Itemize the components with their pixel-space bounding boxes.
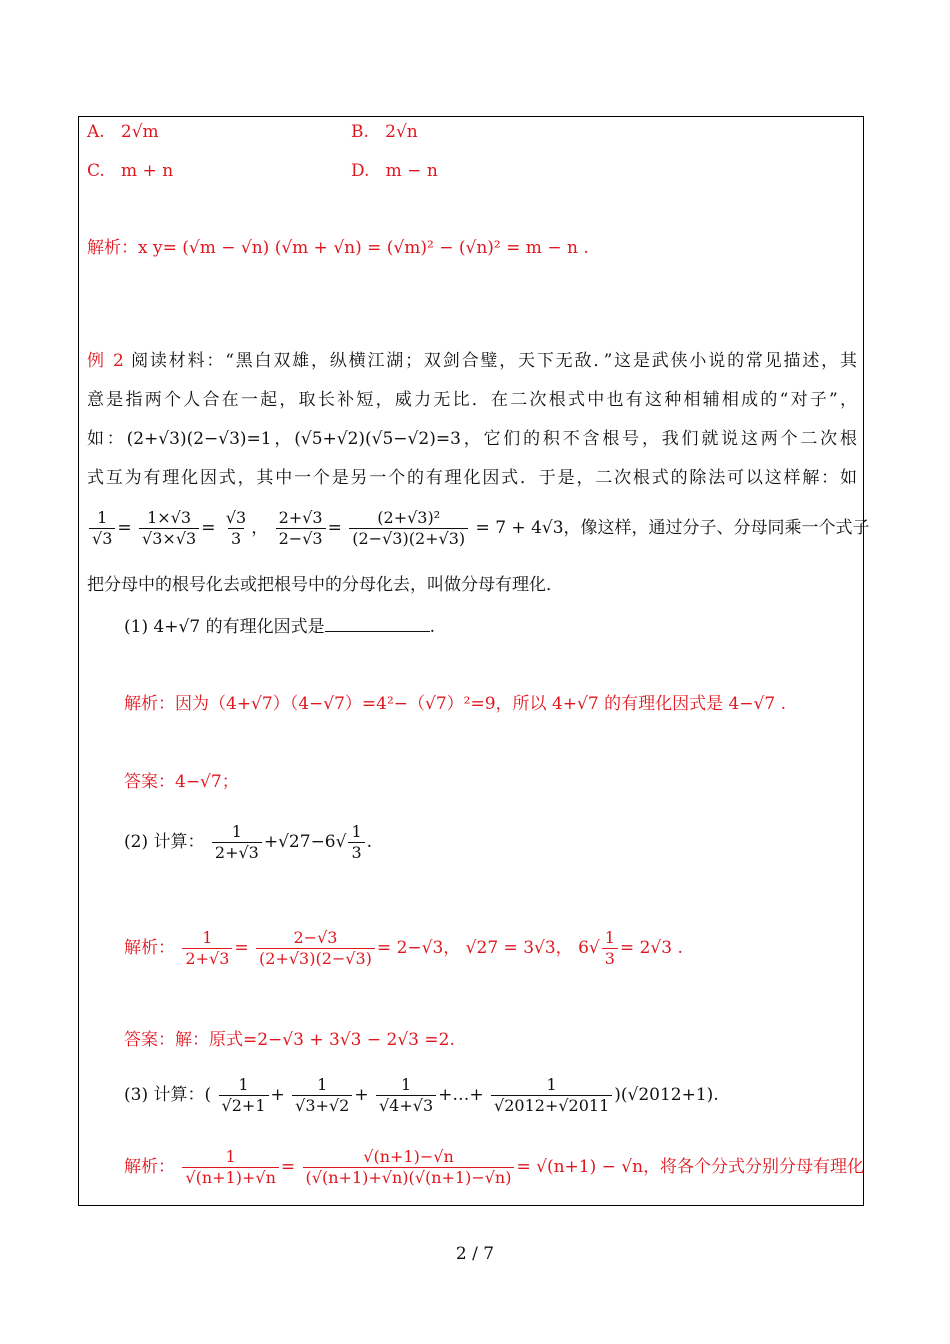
frac-ratio-expanded: $\frac{\text{(2+√3)²}}{(2-√3)(2+√3)}$ <box>349 508 468 549</box>
option-d-label: D. <box>351 161 370 181</box>
frac-rationalize-2: $\frac{√3}{3}$ <box>225 508 247 548</box>
q2-analysis-sqrt: √ $\frac{1}{3}$ <box>589 923 620 973</box>
q1-question <box>124 616 435 638</box>
q3-analysis-tail: ，将各个分式分别分母有理化 <box>643 1157 865 1177</box>
example2-line3: 如：(2+√3)(2−√3)=1，(√5+√2)(√5−√2)=3，它们的积不含根号，我们就说这两个二次根 <box>87 429 857 449</box>
q1-analysis: 解析：因为（4+√7）（4−√7）=4²−（√7）²=9，所以 4+√7 的有理化因式是 4−√7 . <box>124 694 786 714</box>
content-frame <box>78 116 870 1206</box>
option-d <box>351 160 438 182</box>
option-c-label: C. <box>87 161 105 181</box>
q2-analysis-label: 解析： <box>124 938 175 958</box>
example2-line1-text: 阅读材料：“黑白双雄，纵横江湖；双剑合璧，天下无敌．”这是武侠小说的常见描述，其 <box>131 351 857 371</box>
example2-line5-tail: = 7 + 4√3，像这样，通过分子、分母同乘一个式子 <box>475 518 870 538</box>
q2-analysis-frac2: $\frac{2-√3}{(2+√3)(2-√3)}$ <box>256 928 375 969</box>
option-a <box>87 121 159 143</box>
q3-label: (3) 计算： <box>124 1085 205 1105</box>
option-c-value: m + n <box>121 161 174 181</box>
option-c <box>87 160 173 182</box>
q2-answer: 答案：解：原式=2−√3 + 3√3 − 2√3 =2. <box>124 1030 455 1050</box>
q2-question: (2) 计算： $\frac{1}{2+√3}$ +√27−6√ $\frac{1}{3}$ . <box>124 817 372 867</box>
page-indicator: 2 / 7 <box>455 1244 495 1264</box>
q2-analysis-frac1: $\frac{1}{2+√3}$ <box>182 928 232 969</box>
option-a-value: 2√m <box>120 122 159 142</box>
example2-line5: $\frac{1}{√3}$ = $\frac{1\times√3}{√3\times√3}$ = $\frac{√3}{3}$ ， $\frac{2+√3}{2-√3}$ = $\frac{\text{(2+√3)²}}{(2-√3)(2+√3)}$ = 7 + 4√3，像这样，通过分子、分母同乘一个式子 <box>87 505 870 551</box>
option-a-label: A. <box>87 122 105 142</box>
q2-frac: $\frac{1}{2+√3}$ <box>212 822 262 863</box>
analysis-1-formula: x y= (√m − √n) (√m + √n) = (√m)² − (√n)² = m − n . <box>138 238 589 258</box>
option-b <box>351 121 418 143</box>
q3-frac1: $\frac{1}{√2+1}$ <box>219 1075 269 1116</box>
option-b-label: B. <box>351 122 369 142</box>
example2-line6: 把分母中的根号化去或把根号中的分母化去，叫做分母有理化． <box>87 575 563 595</box>
frac-1-over-sqrt3: $\frac{1}{√3}$ <box>89 508 115 549</box>
analysis-1-label: 解析： <box>87 238 138 258</box>
q2-label: (2) 计算： <box>124 832 205 852</box>
q1-answer-blank <box>325 617 430 632</box>
frac-ratio: $\frac{2+√3}{2-√3}$ <box>276 508 326 549</box>
frac-rationalize-1: $\frac{1\times√3}{√3\times√3}$ <box>139 508 199 549</box>
example2-line2: 意是指两个人合在一起，取长补短，威力无比．在二次根式中也有这种相辅相成的“对子”， <box>87 390 857 410</box>
q2-sqrt-third: √ $\frac{1}{3}$ <box>336 817 367 867</box>
q3-question: (3) 计算：( $\frac{1}{√2+1}$ + $\frac{1}{√3+√2}$ + $\frac{1}{√4+√3}$ +…+ $\frac{1}{√2012+√2011}$ )(√2012+1). <box>124 1075 719 1115</box>
example2-line1 <box>87 350 857 372</box>
q3-analysis: 解析： $\frac{1}{√(n+1)+√n}$ = $\frac{√(n+1)-√n}{(√(n+1)+√n)(√(n+1)-√n)}$ = √(n+1) − √n，将各个分式分别分母有理化 <box>124 1147 865 1187</box>
q3-frac2: $\frac{1}{√3+√2}$ <box>292 1075 352 1116</box>
q3-analysis-label: 解析： <box>124 1157 175 1177</box>
example2-line4: 式互为有理化因式，其中一个是另一个的有理化因式．于是，二次根式的除法可以这样解：如 <box>87 468 857 488</box>
q1-answer: 答案：4−√7； <box>124 772 239 792</box>
analysis-1 <box>87 237 589 259</box>
q3-analysis-frac2: $\frac{√(n+1)-√n}{(√(n+1)+√n)(√(n+1)-√n)}$ <box>303 1147 515 1188</box>
example2-tag: 例 2 <box>87 351 124 371</box>
q3-frac3: $\frac{1}{√4+√3}$ <box>376 1075 436 1116</box>
q3-frac-last: $\frac{1}{√2012+√2011}$ <box>491 1075 612 1116</box>
q2-analysis: 解析： $\frac{1}{2+√3}$ = $\frac{2-√3}{(2+√3)(2-√3)}$ = 2−√3， √27 = 3√3， 6√ $\frac{1}{3}$ = 2√3 . <box>124 923 683 973</box>
q1-text: (1) 4+√7 的有理化因式是 <box>124 617 325 637</box>
q3-analysis-frac1: $\frac{1}{√(n+1)+√n}$ <box>182 1147 278 1188</box>
option-b-value: 2√n <box>385 122 418 142</box>
option-d-value: m − n <box>385 161 438 181</box>
q1-end: . <box>429 617 436 637</box>
